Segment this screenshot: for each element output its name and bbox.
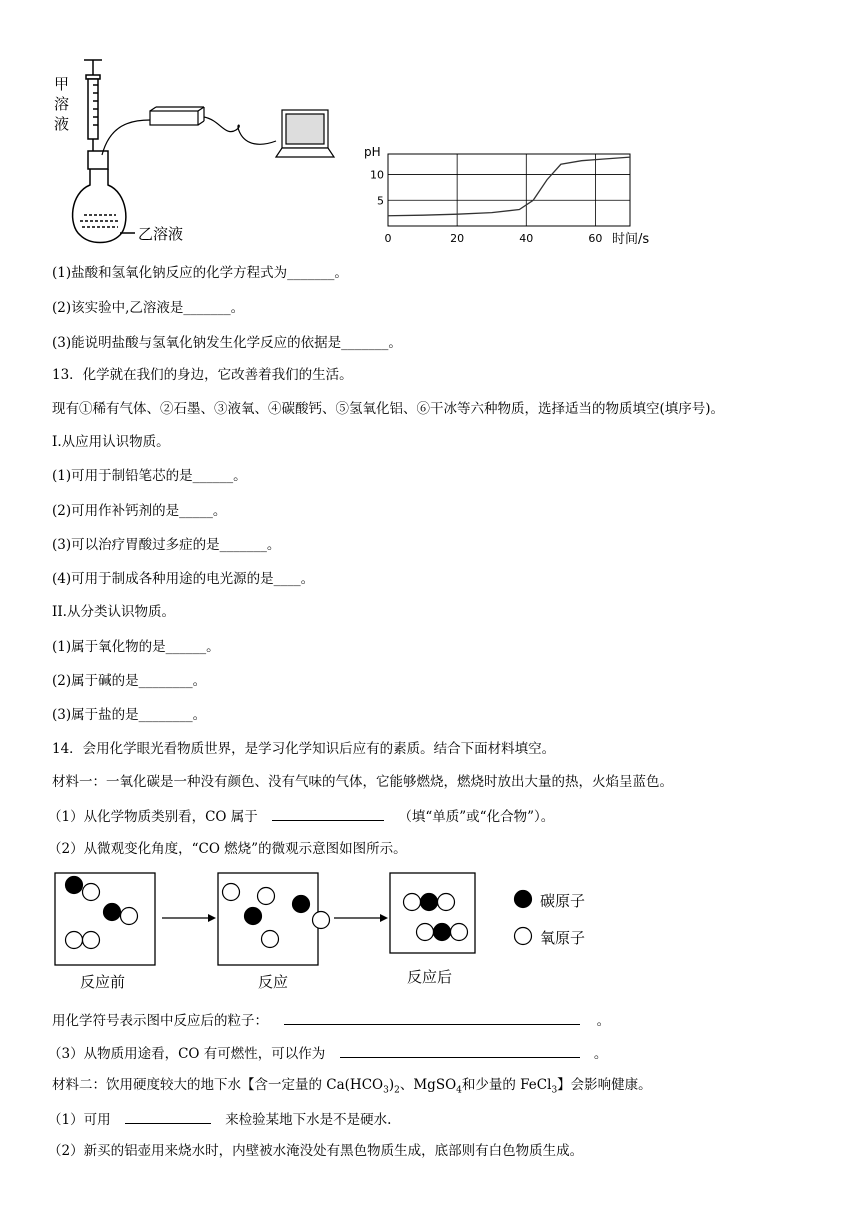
q14-particles-answer-blank[interactable] [284,1010,580,1025]
box-label-during: 反应 [258,973,289,991]
legend-carbon-label: 碳原子 [540,892,586,910]
ph-curve-line [388,157,630,216]
oxygen-atom-icon-10 [313,912,330,929]
q13-s1-q2: (2)可用作补钙剂的是_____。 [52,503,227,519]
laptop-icon [276,110,334,157]
q12-part1: (1)盐酸和氢氧化钠反应的化学方程式为_______。 [52,265,348,281]
q14-m2-q1-suffix: 来检验某地下水是不是硬水. [225,1112,392,1128]
m2-mid1: ) [388,1077,395,1093]
titration-apparatus [50,55,340,255]
carbon-atom-icon-8 [245,908,262,925]
q14-q3-answer-blank[interactable] [340,1043,580,1058]
q14-material1: 材料一：一氧化碳是一种没有颜色、没有气味的气体，它能够燃烧，燃烧时放出大量的热，火焰呈蓝色。 [52,774,673,790]
oxygen-atom-icon-15 [417,924,434,941]
oxygen-atom-icon-11 [262,931,279,948]
y-axis-label: pH [364,145,381,159]
m2-mid3: 和少量的 FeCl [461,1077,552,1093]
x-axis-label: 时间/s [612,232,650,247]
q13-s2-q1: (1)属于氧化物的是______。 [52,639,220,655]
oxygen-atom-icon-12 [404,894,421,911]
oxygen-atom-icon-6 [223,884,240,901]
q14-m2-q2: （2）新买的铝壶用来烧水时，内壁被水淹没处有黑色物质生成，底部则有白色物质生成。 [48,1143,584,1159]
round-flask-icon [73,151,135,243]
q13-s1-q3: (3)可以治疗胃酸过多症的是_______。 [52,537,281,553]
m2-sub3: 4 [456,1085,462,1096]
q14-m2-q1-prefix: （1）可用 [48,1112,111,1128]
m2-post: 】会影响健康。 [557,1077,652,1093]
syringe-icon [84,60,102,153]
y-tick-label-10: 10 [370,168,384,182]
x-tick-label-0: 0 [384,232,392,245]
jia-label-char-1: 甲 [54,75,70,93]
ph-sensor-icon [102,107,276,155]
q14-title: 14．会用化学眼光看物质世界，是学习化学知识后应有的素质。结合下面材料填空。 [52,741,556,757]
q14-q3 [48,1043,607,1063]
box-label-before: 反应前 [80,973,126,991]
q14-particles-line [52,1010,610,1030]
carbon-atom-icon-18 [515,891,532,908]
m2-mid2: 、MgSO [399,1077,457,1093]
oxygen-atom-icon-7 [258,888,275,905]
q14-q3-period: 。 [593,1046,608,1062]
x-tick-label-40: 40 [519,232,534,245]
carbon-atom-icon-2 [104,904,121,921]
box-label-after: 反应后 [407,968,453,986]
q14-m2-q1 [48,1109,391,1129]
x-tick-label-20: 20 [450,232,465,245]
m2-sub1: 3 [383,1085,389,1096]
q14-m2-q1-answer-blank[interactable] [125,1109,211,1124]
q13-s1-q1: (1)可用于制铅笔芯的是______。 [52,468,247,484]
co-combustion-micro-diagram [50,868,610,998]
oxygen-atom-icon-4 [66,932,83,949]
q13-title: 13．化学就在我们的身边，它改善着我们的生活。 [52,367,353,383]
q13-section1: I.从应用认识物质。 [52,434,170,450]
q14-q2: （2）从微观变化角度，“CO 燃烧”的微观示意图如图所示。 [48,841,407,857]
q13-section2: II.从分类认识物质。 [52,604,175,620]
m2-sub4: 3 [551,1085,558,1096]
oxygen-atom-icon-17 [451,924,468,941]
q12-part3: (3)能说明盐酸与氢氧化钠发生化学反应的依据是_______。 [52,335,402,351]
yi-solution-label: 乙溶液 [138,225,184,243]
q14-material2 [52,1076,652,1100]
oxygen-atom-icon-3 [121,908,138,925]
carbon-atom-icon-0 [66,877,83,894]
q14-q1-suffix: （填“单质”或“化合物”）。 [398,809,555,825]
oxygen-atom-icon-1 [83,884,100,901]
oxygen-atom-icon-14 [438,894,455,911]
q13-s2-q2: (2)属于碱的是________。 [52,673,207,689]
x-tick-label-60: 60 [588,232,603,245]
q14-particles-period: 。 [596,1013,611,1029]
q12-part2: (2)该实验中,乙溶液是_______。 [52,300,245,316]
legend-oxygen-label: 氧原子 [540,929,586,947]
q14-q1-prefix: （1）从化学物质类别看，CO 属于 [48,809,258,825]
m2-pre: 材料二：饮用硬度较大的地下水【含一定量的 Ca(HCO [52,1077,384,1093]
carbon-atom-icon-16 [434,924,451,941]
y-tick-label-5: 5 [377,194,384,208]
q13-s2-q3: (3)属于盐的是________。 [52,707,207,723]
q13-intro: 现有①稀有气体、②石墨、③液氧、④碳酸钙、⑤氢氧化铝、⑥干冰等六种物质，选择适当的物质填空(填序号)。 [52,401,725,417]
carbon-atom-icon-13 [421,894,438,911]
oxygen-atom-icon-5 [83,932,100,949]
q14-q1 [48,806,554,826]
q13-s1-q4: (4)可用于制成各种用途的电光源的是____。 [52,571,315,587]
oxygen-atom-icon-19 [515,928,532,945]
q14-particles-prefix: 用化学符号表示图中反应后的粒子： [52,1013,268,1029]
carbon-atom-icon-9 [293,896,310,913]
m2-sub2: 2 [394,1085,400,1096]
q14-q1-answer-blank[interactable] [272,806,384,821]
jia-label-char-3: 液 [54,115,70,133]
q14-q3-prefix: （3）从物质用途看，CO 有可燃性，可以作为 [48,1046,326,1062]
ph-chart [362,138,662,250]
jia-label-char-2: 溶 [54,95,70,113]
